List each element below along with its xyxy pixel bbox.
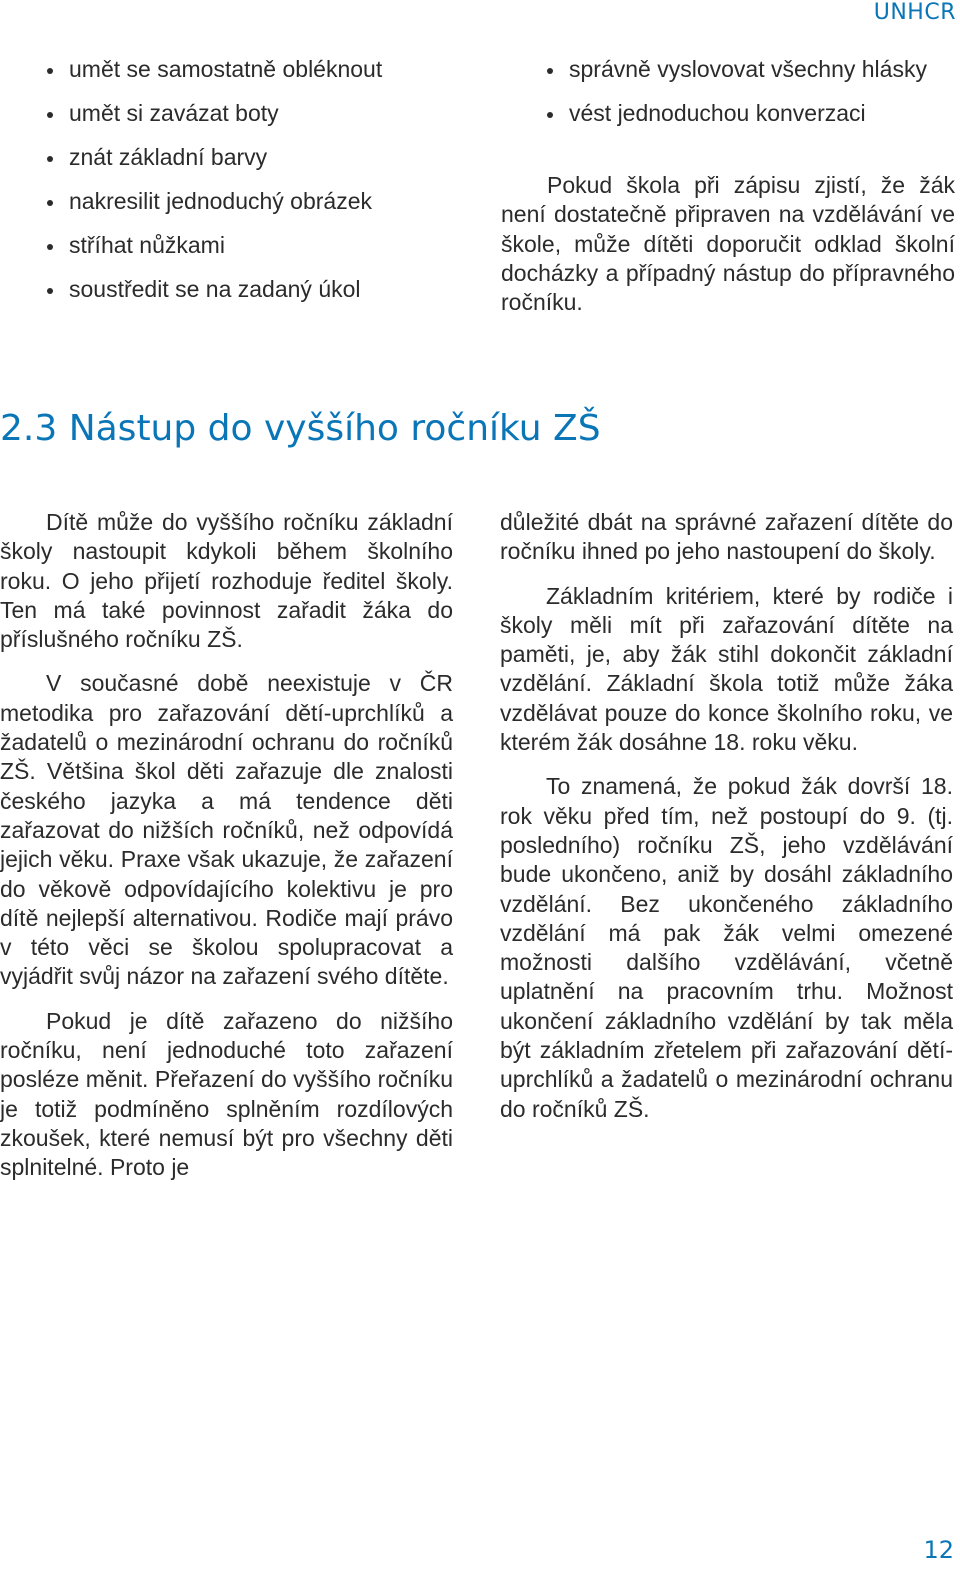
list-item: nakresilit jednoduchý obrázek bbox=[44, 187, 464, 216]
paragraph: To znamená, že pokud žák dovrší 18. rok věku před tím, než postoupí do 9. (tj. posledního) ročníku ZŠ, jeho vzdělávání bude ukončeno, aniž by dosáhl základního vzdělání. Bez ukončeného základního vzdělání má pak žák velmi omezené možnosti dalšího vzdělávání, včetně uplatnění na pracovním trhu. Možnost ukončení základního vzdělání by tak měla být základním zřetelem při zařazování dětí-uprchlíků a žadatelů o mezinárodní ochranu do ročníků ZŠ. bbox=[500, 773, 953, 1122]
section-heading: 2.3 Nástup do vyššího ročníku ZŠ bbox=[0, 408, 601, 449]
top-left-bullet-list bbox=[44, 55, 464, 319]
left-text-column bbox=[0, 508, 453, 1198]
paragraph: důležité dbát na správné zařazení dítěte do ročníku ihned po jeho nastoupení do školy. bbox=[500, 509, 953, 565]
right-text-column bbox=[500, 508, 953, 1139]
paragraph: Základním kritériem, které by rodiče i školy měli mít při zařazování dítěte na paměti, je, aby žák stihl dokončit základní vzdělání. Základní škola totiž může žáka vzdělávat pouze do konce školního roku, ve kterém žák dosáhne 18. roku věku. bbox=[500, 582, 953, 756]
page-number: 12 bbox=[923, 1536, 954, 1564]
paragraph: Pokud je dítě zařazeno do nižšího ročníku, není jednoduché toto zařazení posléze měnit. Přeřazení do vyššího ročníku je totiž podmíněno splněním rozdílových zkoušek, které nemusí být pro všechny děti splnitelné. Proto je bbox=[0, 1007, 453, 1181]
list-item: umět se samostatně obléknout bbox=[44, 55, 464, 84]
list-item: vést jednoduchou konverzaci bbox=[544, 99, 956, 128]
list-item: správně vyslovovat všechny hlásky bbox=[544, 55, 956, 84]
paragraph: V současné době neexistuje v ČR metodika pro zařazování dětí-uprchlíků a žadatelů o mezinárodní ochranu do ročníků ZŠ. Většina škol děti zařazuje dle znalosti českého jazyka a má tendence děti zařazovat do nižších ročníků, než odpovídá jejich věku. Praxe však ukazuje, že zařazení do věkově odpovídajícího kolektivu je pro dítě nejlepší alternativou. Rodiče mají právo v této věci se školou spolupracovat a vyjádřit svůj názor na zařazení svého dítěte. bbox=[0, 670, 453, 990]
paragraph: Dítě může do vyššího ročníku základní školy nastoupit kdykoli během školního roku. O jeho přijetí rozhoduje ředitel školy. Ten má také povinnost zařadit žáka do příslušného ročníku ZŠ. bbox=[0, 509, 453, 653]
list-item: znát základní barvy bbox=[44, 143, 464, 172]
list-item: umět si zavázat boty bbox=[44, 99, 464, 128]
top-right-bullet-list bbox=[544, 55, 956, 143]
list-item: soustředit se na zadaný úkol bbox=[44, 275, 464, 304]
header-org-label: UNHCR bbox=[873, 0, 956, 25]
top-right-paragraph: Pokud škola při zápisu zjistí, že žák není dostatečně připraven na vzdělávání ve škole, může dítěti doporučit odklad školní docházky a případný nástup do přípravného ročníku. bbox=[501, 172, 955, 316]
list-item: stříhat nůžkami bbox=[44, 231, 464, 260]
